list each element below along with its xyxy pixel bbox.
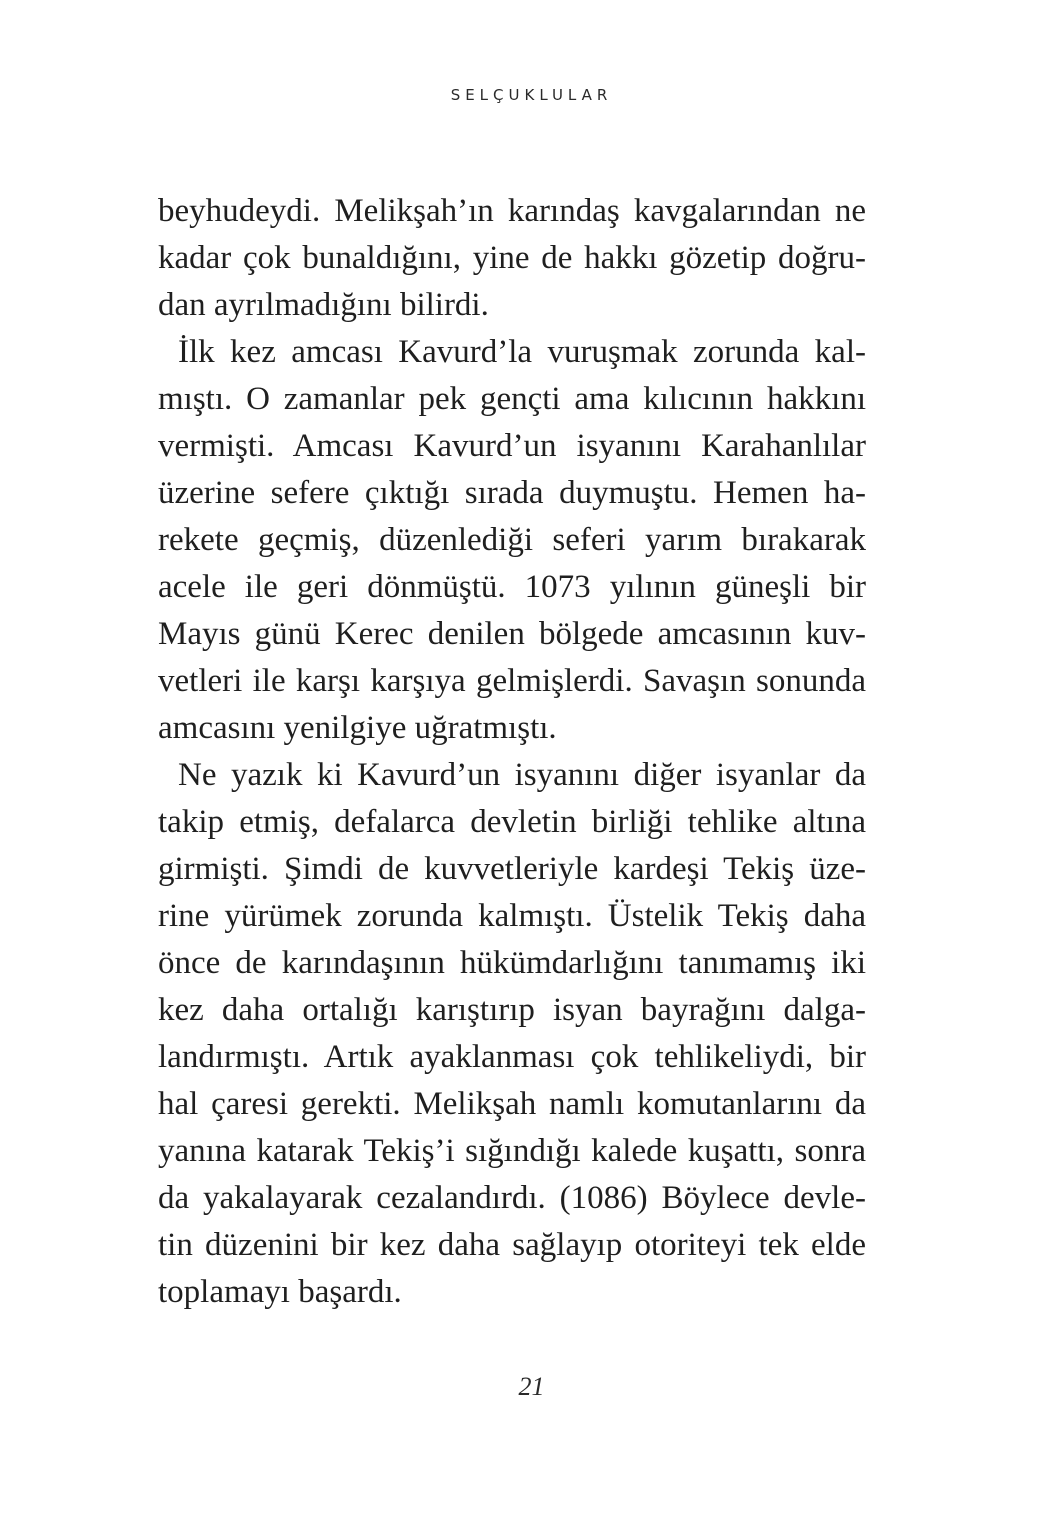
text-line: toplamayı başardı. bbox=[158, 1274, 402, 1310]
text-line: vetleri ile karşı karşıya gelmişlerdi. Savaşın sonunda bbox=[158, 663, 866, 699]
text-line: kez daha ortalığı karıştırıp isyan bayrağını dalga- bbox=[158, 992, 866, 1028]
text-line: yanına katarak Tekiş’i sığındığı kalede kuşattı, sonra bbox=[158, 1133, 866, 1169]
text-line: da yakalayarak cezalandırdı. (1086) Böylece devle- bbox=[158, 1180, 866, 1216]
paragraph-2 bbox=[158, 329, 866, 752]
page-number: 21 bbox=[518, 1372, 545, 1401]
text-line: üzerine sefere çıktığı sırada duymuştu. Hemen ha- bbox=[158, 475, 866, 511]
text-line: Ne yazık ki Kavurd’un isyanını diğer isyanlar da bbox=[178, 757, 866, 793]
text-line: tin düzenini bir kez daha sağlayıp otoriteyi tek elde bbox=[158, 1227, 866, 1263]
body-text bbox=[158, 188, 866, 1316]
text-line: beyhudeydi. Melikşah’ın karındaş kavgalarından ne bbox=[158, 193, 866, 229]
text-line: rine yürümek zorunda kalmıştı. Üstelik Tekiş daha bbox=[158, 898, 866, 934]
text-line: rekete geçmiş, düzenlediği seferi yarım bırakarak bbox=[158, 522, 866, 558]
text-line: dan ayrılmadığını bilirdi. bbox=[158, 287, 489, 323]
text-line: mıştı. O zamanlar pek gençti ama kılıcının hakkını bbox=[158, 381, 866, 417]
text-line: İlk kez amcası Kavurd’la vuruşmak zorunda kal- bbox=[178, 334, 866, 370]
text-line: kadar çok bunaldığını, yine de hakkı gözetip doğru- bbox=[158, 240, 866, 276]
paragraph-1 bbox=[158, 188, 866, 329]
paragraph-3 bbox=[158, 752, 866, 1316]
text-line: girmişti. Şimdi de kuvvetleriyle kardeşi Tekiş üze- bbox=[158, 851, 866, 887]
text-line: önce de karındaşının hükümdarlığını tanımamış iki bbox=[158, 945, 866, 981]
text-line: Mayıs günü Kerec denilen bölgede amcasının kuv- bbox=[158, 616, 866, 652]
text-line: hal çaresi gerekti. Melikşah namlı komutanlarını da bbox=[158, 1086, 866, 1122]
text-line: acele ile geri dönmüştü. 1073 yılının güneşli bir bbox=[158, 569, 866, 605]
running-header-title: SELÇUKLULAR bbox=[450, 86, 613, 104]
text-line: vermişti. Amcası Kavurd’un isyanını Karahanlılar bbox=[158, 428, 866, 464]
text-line: takip etmiş, defalarca devletin birliği tehlike altına bbox=[158, 804, 866, 840]
text-line: amcasını yenilgiye uğratmıştı. bbox=[158, 710, 557, 746]
text-line: landırmıştı. Artık ayaklanması çok tehlikeliydi, bir bbox=[158, 1039, 866, 1075]
